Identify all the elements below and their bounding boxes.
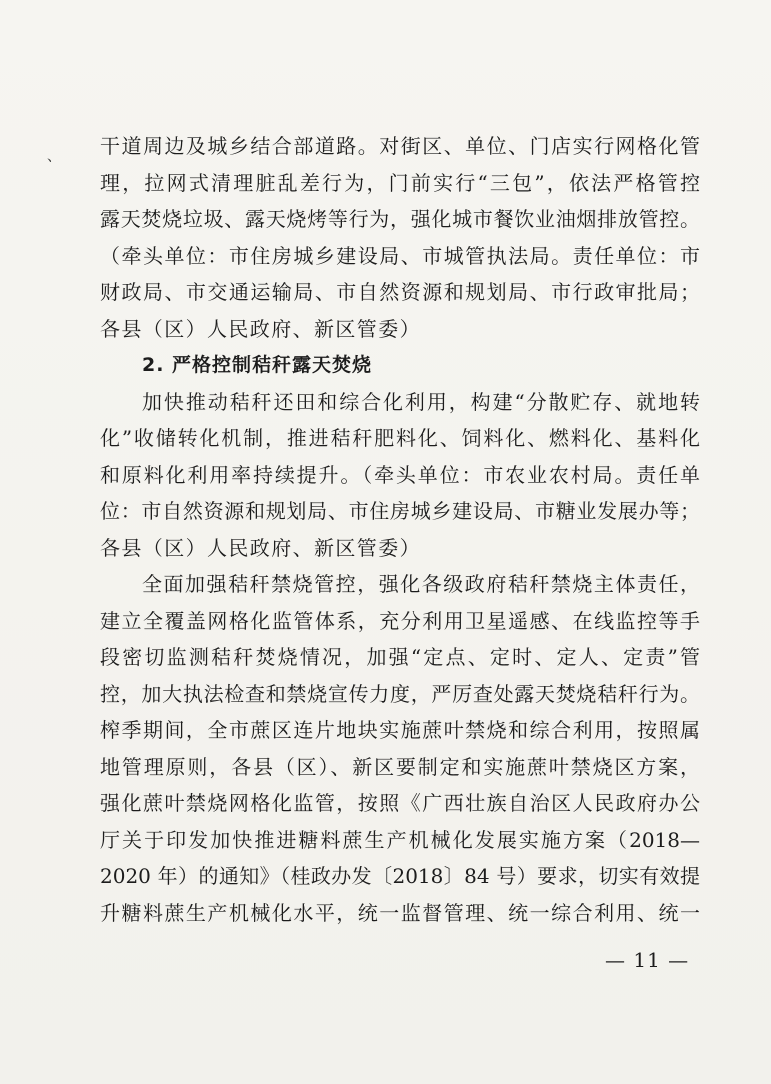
text-line: 各县（区）人民政府、新区管委）: [100, 316, 421, 341]
text-line: 2020 年）的通知》（桂政办发〔2018〕84 号）要求，切实有效提: [100, 864, 700, 888]
text-line: 厅关于印发加快推进糖料蔗生产机械化发展实施方案（2018—: [100, 827, 700, 852]
text-line: 强化蔗叶禁烧网格化监管，按照《广西壮族自治区人民政府办公: [100, 791, 700, 815]
text-line: 地管理原则，各县（区）、新区要制定和实施蔗叶禁烧区方案，: [100, 754, 700, 779]
document-body: [100, 128, 700, 931]
text-line: 段密切监测秸秆焚烧情况，加强“定点、定时、定人、定责”管: [100, 645, 700, 669]
text-line: 化”收储转化机制，推进秸秆肥料化、饲料化、燃料化、基料化: [100, 426, 700, 450]
text-line: 露天焚烧垃圾、露天烧烤等行为，强化城市餐饮业油烟排放管控。: [100, 207, 700, 231]
text-line: 控，加大执法检查和禁烧宣传力度，严厉查处露天焚烧秸秆行为。: [100, 681, 700, 706]
margin-mark: 、: [47, 149, 61, 165]
text-line: 全面加强秸秆禁烧管控，强化各级政府秸秆禁烧主体责任，: [142, 572, 700, 596]
text-line: 加快推动秸秆还田和综合化利用，构建“分散贮存、就地转: [142, 389, 700, 414]
text-line: 升糖料蔗生产机械化水平，统一监督管理、统一综合利用、统一: [100, 900, 700, 925]
text-line: 财政局、市交通运输局、市自然资源和规划局、市行政审批局；: [100, 280, 700, 304]
text-line: 榨季期间，全市蔗区连片地块实施蔗叶禁烧和综合利用，按照属: [100, 718, 700, 742]
text-line: 各县（区）人民政府、新区管委）: [100, 535, 421, 560]
text-line: （牵头单位：市住房城乡建设局、市城管执法局。责任单位：市: [100, 243, 700, 268]
text-line: 位：市自然资源和规划局、市住房城乡建设局、市糖业发展办等；: [100, 499, 700, 523]
text-line: 理，拉网式清理脏乱差行为，门前实行“三包”，依法严格管控: [100, 170, 700, 195]
text-line: 建立全覆盖网格化监管体系，充分利用卫星遥感、在线监控等手: [100, 608, 700, 633]
section-heading: 2. 严格控制秸秆露天焚烧: [142, 354, 373, 376]
text-line: 干道周边及城乡结合部道路。对街区、单位、门店实行网格化管: [100, 134, 700, 158]
text-line: 和原料化利用率持续提升。（牵头单位：市农业农村局。责任单: [100, 462, 700, 487]
page-number: — 11 —: [605, 948, 690, 972]
